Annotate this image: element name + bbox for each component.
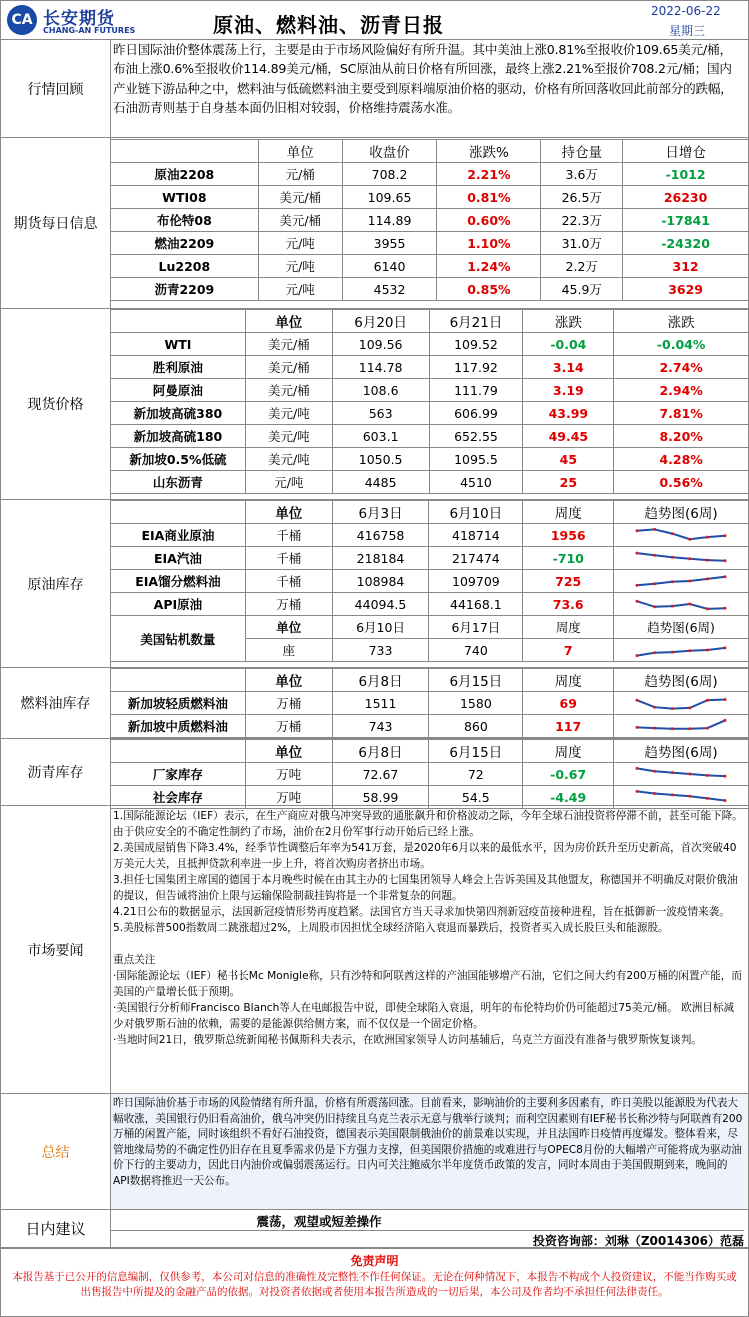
trend-point (724, 799, 727, 802)
trend-point (671, 556, 674, 559)
unit: 元/吨 (258, 278, 342, 301)
trend-point (688, 706, 691, 709)
trend-point (688, 557, 691, 560)
trend-point (706, 649, 709, 652)
unit: 美元/桶 (245, 356, 332, 379)
price-day2: 111.79 (429, 379, 523, 402)
inventory-name: 美国钻机数量 (111, 616, 246, 662)
trend-cell (614, 639, 749, 662)
table-row (111, 715, 749, 738)
trend-line (637, 553, 725, 561)
logo-cn: 长安期货 (43, 9, 115, 29)
weekly-change: -0.67 (523, 763, 614, 786)
close-price: 708.2 (342, 163, 437, 186)
value-prev: 44094.5 (332, 593, 429, 616)
col-header: 周度 (523, 616, 614, 639)
change-pct: -0.04% (614, 333, 749, 356)
unit: 千桶 (245, 524, 332, 547)
table-row (111, 232, 749, 255)
trend-point (636, 529, 639, 532)
summary-text: 昨日国际油价基于市场的风险情绪有所升温，价格有所震荡回涨。目前看来，影响油价的主要利多因素有，昨日美股以能源股为代表大幅收涨，美国银行仍旧看高油价，俄乌冲突仍旧持续且乌克兰表示无意与俄举行谈判；而利空因素则有IEF秘书长称沙特与阿联酋有200万桶的闲置产能，同时该组织不看好石油投资，德国表示美国限制俄油价的前景难以实现，并且法国昨日疫情再度爆发。整体看来，尽管地缘局势的不确定性仍旧存在且夏季需求仍是下方强力支撑，但美国限价措施的或难进行与OPEC8月份的大幅增产可能将成为驱动油价下行的主要动力，因此日内油价或偏弱震荡运行。日内可关注鲍威尔半年度货币政策的发言，同时本周由于美国假期到来，晚间的API数据将推迟一天公布。 (113, 1097, 743, 1187)
trend-sparkline (633, 525, 729, 545)
unit: 万桶 (245, 715, 332, 738)
value-prev: 218184 (332, 547, 429, 570)
trend-sparkline (633, 571, 729, 591)
trend-point (688, 773, 691, 776)
table-row (111, 524, 749, 547)
product-name: 胜利原油 (111, 356, 246, 379)
spot-table (110, 309, 749, 494)
change-pct: 0.56% (614, 471, 749, 494)
trend-sparkline (633, 787, 729, 807)
price-day1: 1050.5 (332, 448, 429, 471)
product-name: WTI (111, 333, 246, 356)
inventory-name: EIA馏分燃料油 (111, 570, 246, 593)
trend-sparkline (633, 640, 729, 660)
inventory-name: 新加坡轻质燃料油 (111, 692, 246, 715)
report-header (0, 0, 749, 40)
trend-point (636, 790, 639, 793)
value-latest: 1580 (429, 692, 523, 715)
change-pct: 8.20% (614, 425, 749, 448)
news-item: 1.国际能源论坛（IEF）表示，在生产商应对俄乌冲突导致的通胀飙升和价格波动之际，今年全球石油投资将停滞不前，甚至可能下降。由于供应安全的不确定性制约了市场，油价在2月份军事行动开始后已经上涨。 (113, 810, 743, 838)
col-header: 周度 (523, 501, 614, 524)
trend-cell (614, 593, 749, 616)
open-interest: 45.9万 (541, 278, 623, 301)
news-item (113, 936, 744, 952)
trend-point (671, 532, 674, 535)
trend-point (653, 582, 656, 585)
open-interest: 26.5万 (541, 186, 623, 209)
col-header: 6月3日 (332, 501, 429, 524)
price-day1: 563 (332, 402, 429, 425)
col-header: 持仓量 (541, 140, 623, 163)
col-header: 6月15日 (429, 740, 523, 763)
weekly-change: 117 (523, 715, 614, 738)
product-name: 新加坡高硫180 (111, 425, 246, 448)
col-header: 趋势图(6周) (614, 740, 749, 763)
col-header: 涨跌% (437, 140, 541, 163)
table-row (111, 616, 749, 639)
unit: 美元/吨 (245, 448, 332, 471)
contract-name: Lu2208 (111, 255, 259, 278)
trend-point (636, 726, 639, 729)
price-day2: 1095.5 (429, 448, 523, 471)
contract-name: 原油2208 (111, 163, 259, 186)
table-row (111, 278, 749, 301)
price-day1: 108.6 (332, 379, 429, 402)
news-item: ·国际能源论坛（IEF）秘书长Mc Monigle称，只有沙特和阿联酋这样的产油国能够增产石油，它们之间大约有200万桶的闲置产能，而美国的产量增长低于预期。 (113, 970, 742, 998)
value-latest: 72 (429, 763, 523, 786)
table-row (111, 379, 749, 402)
trend-point (671, 771, 674, 774)
trend-point (671, 793, 674, 796)
trend-point (706, 774, 709, 777)
trend-cell (614, 715, 749, 738)
change-pct: 0.85% (437, 278, 541, 301)
trend-cell (614, 570, 749, 593)
change: 25 (523, 471, 614, 494)
market-news-list (113, 808, 744, 1048)
news-item: 重点关注 (113, 954, 156, 966)
change: 49.45 (523, 425, 614, 448)
trend-sparkline (633, 716, 729, 736)
trend-point (653, 528, 656, 531)
trend-point (636, 600, 639, 603)
unit: 元/吨 (258, 255, 342, 278)
section-advice (0, 1210, 749, 1248)
section-label: 期货每日信息 (1, 138, 111, 308)
report-date: 2022-06-22 (651, 4, 721, 18)
change: 3.14 (523, 356, 614, 379)
open-interest: 31.0万 (541, 232, 623, 255)
value-prev: 733 (332, 639, 429, 662)
col-header: 单位 (245, 310, 332, 333)
section-label: 行情回顾 (1, 40, 111, 137)
trend-sparkline (633, 693, 729, 713)
company-logo (5, 3, 165, 39)
value-prev: 58.99 (332, 786, 429, 809)
trend-line (637, 529, 725, 539)
unit: 座 (245, 639, 332, 662)
change-pct: 1.10% (437, 232, 541, 255)
table-row (111, 547, 749, 570)
table-row (111, 570, 749, 593)
trend-line (637, 791, 725, 800)
section-summary (0, 1094, 749, 1210)
open-interest: 22.3万 (541, 209, 623, 232)
contract-name: 布伦特08 (111, 209, 259, 232)
trend-point (688, 538, 691, 541)
section-label: 原油库存 (1, 500, 111, 667)
unit: 美元/桶 (258, 209, 342, 232)
trend-line (637, 768, 725, 776)
price-day1: 4485 (332, 471, 429, 494)
trend-line (637, 577, 725, 585)
table-row (111, 692, 749, 715)
section-label: 现货价格 (1, 309, 111, 499)
weekly-change: -4.49 (523, 786, 614, 809)
value-latest: 54.5 (429, 786, 523, 809)
value-latest: 109709 (429, 570, 523, 593)
col-header: 涨跌 (523, 310, 614, 333)
weekly-change: -710 (523, 547, 614, 570)
crude-inventory-table (110, 500, 749, 662)
change: 43.99 (523, 402, 614, 425)
section-market-news (0, 806, 749, 1094)
trend-point (671, 605, 674, 608)
weekly-change: 7 (523, 639, 614, 662)
col-header: 趋势图(6周) (614, 501, 749, 524)
col-header: 趋势图(6周) (614, 616, 749, 639)
table-row (111, 255, 749, 278)
close-price: 114.89 (342, 209, 437, 232)
price-day2: 606.99 (429, 402, 523, 425)
col-header: 周度 (523, 669, 614, 692)
col-header: 趋势图(6周) (614, 669, 749, 692)
trend-point (724, 575, 727, 578)
trend-point (671, 580, 674, 583)
trend-cell (614, 547, 749, 570)
col-header: 6月8日 (332, 740, 429, 763)
close-price: 3955 (342, 232, 437, 255)
disclaimer-text: 本报告基于已公开的信息编制，仅供参考，本公司对信息的准确性及完整性不作任何保证。无论在何种情况下，本报告不构成个人投资建议，不能当作购买或出售报告中所提及的金融产品的依据。对投资者依据或者使用本报告所造成的一切后果，本公司及作者均不承担任何法律责任。 (12, 1271, 737, 1298)
col-header: 单位 (245, 616, 332, 639)
weekly-change: 725 (523, 570, 614, 593)
table-row (111, 356, 749, 379)
change-pct: 7.81% (614, 402, 749, 425)
table-row (111, 402, 749, 425)
section-label: 日内建议 (1, 1210, 111, 1247)
trend-point (724, 534, 727, 537)
trend-point (688, 795, 691, 798)
trend-point (706, 536, 709, 539)
trend-point (724, 698, 727, 701)
trend-point (653, 706, 656, 709)
logo-mark-icon: CA (7, 5, 37, 35)
table-row (111, 763, 749, 786)
trend-point (653, 605, 656, 608)
change-pct: 2.94% (614, 379, 749, 402)
trend-line (637, 700, 725, 709)
value-latest: 44168.1 (429, 593, 523, 616)
table-row (111, 448, 749, 471)
logo-en: CHANG-AN FUTURES (43, 26, 136, 35)
price-day2: 4510 (429, 471, 523, 494)
trend-point (671, 727, 674, 730)
change-pct: 1.24% (437, 255, 541, 278)
unit: 元/桶 (258, 163, 342, 186)
col-header: 周度 (523, 740, 614, 763)
advice-text: 震荡，观望或短差操作 (256, 1214, 382, 1229)
unit: 万吨 (245, 763, 332, 786)
trend-point (671, 707, 674, 710)
news-item: ·当地时间21日，俄罗斯总统新闻秘书佩斯科夫表示，在欧洲国家领导人访问基辅后，乌克兰方面没有准备与俄罗斯恢复谈判。 (113, 1034, 702, 1046)
disclaimer-title: 免责声明 (350, 1254, 399, 1268)
table-row (111, 593, 749, 616)
disclaimer (0, 1248, 749, 1317)
trend-point (653, 770, 656, 773)
trend-point (706, 797, 709, 800)
trend-cell (614, 524, 749, 547)
product-name: 新加坡高硫380 (111, 402, 246, 425)
unit: 万桶 (245, 692, 332, 715)
trend-point (706, 607, 709, 610)
change: 3.19 (523, 379, 614, 402)
col-header: 收盘价 (342, 140, 437, 163)
trend-cell (614, 692, 749, 715)
inventory-name: 新加坡中质燃料油 (111, 715, 246, 738)
trend-point (653, 792, 656, 795)
trend-point (724, 775, 727, 778)
section-review (0, 40, 749, 138)
trend-point (653, 651, 656, 654)
col-header: 涨跌 (614, 310, 749, 333)
col-header: 6月15日 (429, 669, 523, 692)
value-prev: 743 (332, 715, 429, 738)
trend-point (688, 727, 691, 730)
value-prev: 72.67 (332, 763, 429, 786)
col-header: 6月10日 (332, 616, 429, 639)
trend-point (706, 699, 709, 702)
section-label: 沥青库存 (1, 739, 111, 805)
unit: 千桶 (245, 570, 332, 593)
unit: 元/吨 (258, 232, 342, 255)
inventory-name: 社会库存 (111, 786, 246, 809)
contract-name: 沥青2209 (111, 278, 259, 301)
col-header: 6月17日 (429, 616, 523, 639)
report-weekday: 星期三 (669, 24, 706, 38)
col-header: 6月21日 (429, 310, 523, 333)
trend-point (636, 767, 639, 770)
weekly-change: 73.6 (523, 593, 614, 616)
change-pct: 2.74% (614, 356, 749, 379)
daily-oi-change: -17841 (623, 209, 749, 232)
unit: 美元/桶 (245, 379, 332, 402)
contract-name: WTI08 (111, 186, 259, 209)
news-item: 3.担任七国集团主席国的德国于本月晚些时候在由其主办的七国集团领导人峰会上告诉美国及其他盟友，称德国并不明确反对限价俄油的提议，但告诫将油价上限与运输保险制裁挂钩将是一个非常复杂的问题。 (113, 874, 738, 902)
value-latest: 418714 (429, 524, 523, 547)
weekly-change: 1956 (523, 524, 614, 547)
news-item: ·美国银行分析师Francisco Blanch等人在电邮报告中说，即使全球陷入衰退，明年的布伦特均价仍可能超过75美元/桶。 欧洲目标减少对俄罗斯石油的依赖，需要的是能源供给侧方案，而不仅仅是一个固定价格。 (113, 1002, 735, 1030)
trend-point (688, 603, 691, 606)
price-day2: 652.55 (429, 425, 523, 448)
price-day1: 109.56 (332, 333, 429, 356)
value-prev: 1511 (332, 692, 429, 715)
col-header: 6月10日 (429, 501, 523, 524)
price-day2: 117.92 (429, 356, 523, 379)
value-prev: 108984 (332, 570, 429, 593)
price-day2: 109.52 (429, 333, 523, 356)
section-label: 市场要闻 (1, 806, 111, 1093)
trend-point (688, 580, 691, 583)
table-row (111, 471, 749, 494)
daily-oi-change: 26230 (623, 186, 749, 209)
col-header: 单位 (245, 669, 332, 692)
col-header: 单位 (258, 140, 342, 163)
product-name: 山东沥青 (111, 471, 246, 494)
review-text: 昨日国际油价整体震荡上行，主要是由于市场风险偏好有所升温。其中美油上涨0.81%至报收价109.65美元/桶，布油上涨0.6%至报收价114.89美元/桶，SC原油从前日价格有所回涨，最终上涨2.21%至报价708.2元/桶；国内产业链下游品种之中，燃料油与低硫燃料油主要受到原料端原油价格的驱动，价格有所回落收回此前部分的跌幅，石油沥青则基于自身基本面仍旧相对较弱，价格维持震荡水准。 (113, 42, 733, 116)
trend-point (706, 559, 709, 562)
table-row (111, 209, 749, 232)
trend-point (636, 654, 639, 657)
change: -0.04 (523, 333, 614, 356)
open-interest: 3.6万 (541, 163, 623, 186)
daily-oi-change: -1012 (623, 163, 749, 186)
trend-point (724, 646, 727, 649)
weekly-change: 69 (523, 692, 614, 715)
price-day1: 603.1 (332, 425, 429, 448)
trend-point (653, 727, 656, 730)
trend-sparkline (633, 764, 729, 784)
value-prev: 416758 (332, 524, 429, 547)
col-header: 6月20日 (332, 310, 429, 333)
change-pct: 0.60% (437, 209, 541, 232)
close-price: 6140 (342, 255, 437, 278)
col-header: 6月8日 (332, 669, 429, 692)
trend-point (636, 699, 639, 702)
trend-point (636, 552, 639, 555)
value-latest: 217474 (429, 547, 523, 570)
trend-point (724, 607, 727, 610)
daily-oi-change: -24320 (623, 232, 749, 255)
news-item: 2.美国成屋销售下降3.4%，经季节性调整后年率为541万套，是2020年6月以来的最低水平，因为房价跃升至历史新高，首次突破40万美元大关，且抵押贷款利率进一步上升，将首次购房者挤出市场。 (113, 842, 737, 870)
trend-sparkline (633, 548, 729, 568)
trend-point (706, 727, 709, 730)
table-row (111, 333, 749, 356)
section-label: 燃料油库存 (1, 668, 111, 738)
report-title: 原油、燃料油、沥青日报 (213, 13, 444, 37)
unit: 美元/桶 (258, 186, 342, 209)
table-row (111, 186, 749, 209)
trend-point (653, 554, 656, 557)
price-day1: 114.78 (332, 356, 429, 379)
col-header: 日增仓 (623, 140, 749, 163)
inventory-name: API原油 (111, 593, 246, 616)
trend-line (637, 601, 725, 609)
inventory-name: EIA汽油 (111, 547, 246, 570)
unit: 美元/吨 (245, 402, 332, 425)
trend-sparkline (633, 594, 729, 614)
product-name: 新加坡0.5%低硫 (111, 448, 246, 471)
news-item: 5.美股标普500指数周二跳涨超过2%，上周股市因担忧全球经济陷入衰退而暴跌后，投资者买入成长股巨头和能源股。 (113, 922, 669, 934)
trend-point (671, 651, 674, 654)
news-item: 4.21日公布的数据显示，法国新冠疫情形势再度趋紧。法国官方当天寻求加快第四剂新冠疫苗接种进程，旨在抵御新一波疫情来袭。 (113, 906, 730, 918)
trend-point (724, 559, 727, 562)
trend-point (724, 719, 727, 722)
asphalt-inventory-table (110, 739, 749, 809)
change: 45 (523, 448, 614, 471)
contract-name: 燃油2209 (111, 232, 259, 255)
futures-table (110, 139, 749, 301)
trend-point (706, 577, 709, 580)
col-header: 单位 (245, 501, 332, 524)
trend-line (637, 648, 725, 656)
daily-oi-change: 312 (623, 255, 749, 278)
change-pct: 2.21% (437, 163, 541, 186)
value-latest: 740 (429, 639, 523, 662)
advice-author: 投资咨询部：刘琳（Z0014306）范磊 (111, 1230, 744, 1249)
col-header: 单位 (245, 740, 332, 763)
unit: 千桶 (245, 547, 332, 570)
change-pct: 4.28% (614, 448, 749, 471)
value-latest: 860 (429, 715, 523, 738)
product-name: 阿曼原油 (111, 379, 246, 402)
trend-point (688, 649, 691, 652)
section-label: 总结 (1, 1094, 111, 1209)
change-pct: 0.81% (437, 186, 541, 209)
unit: 万吨 (245, 786, 332, 809)
inventory-name: EIA商业原油 (111, 524, 246, 547)
fuel-inventory-table (110, 668, 749, 738)
unit: 美元/桶 (245, 333, 332, 356)
trend-line (637, 720, 725, 728)
close-price: 4532 (342, 278, 437, 301)
unit: 美元/吨 (245, 425, 332, 448)
unit: 万桶 (245, 593, 332, 616)
table-row (111, 425, 749, 448)
trend-cell (614, 763, 749, 786)
inventory-name: 厂家库存 (111, 763, 246, 786)
table-row (111, 163, 749, 186)
close-price: 109.65 (342, 186, 437, 209)
open-interest: 2.2万 (541, 255, 623, 278)
daily-oi-change: 3629 (623, 278, 749, 301)
trend-point (636, 584, 639, 587)
unit: 元/吨 (245, 471, 332, 494)
